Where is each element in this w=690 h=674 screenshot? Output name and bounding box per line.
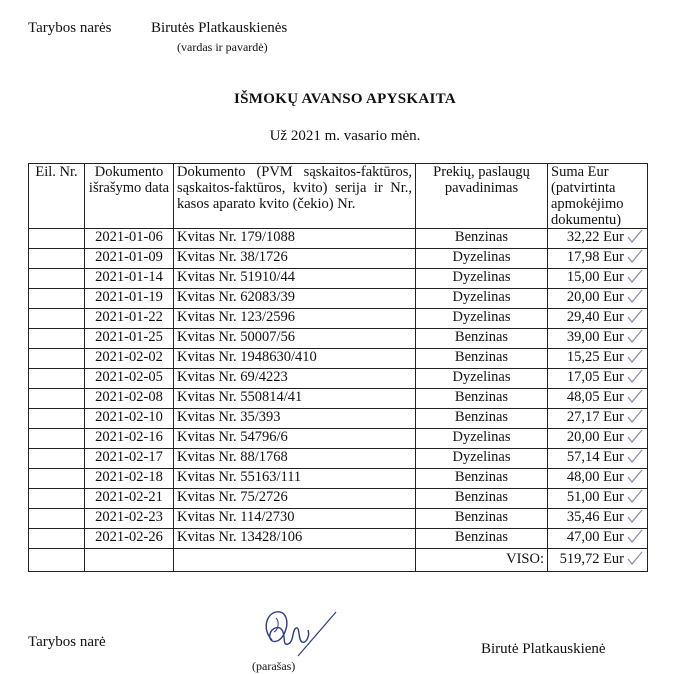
check-icon — [626, 489, 644, 503]
row-date: 2021-02-08 — [85, 389, 174, 409]
check-icon — [626, 551, 644, 565]
row-nr — [29, 369, 85, 389]
check-icon — [626, 329, 644, 343]
row-item: Dyzelinas — [416, 449, 548, 469]
row-item: Benzinas — [416, 389, 548, 409]
check-icon — [626, 369, 644, 383]
row-amount: 20,00 Eur — [566, 289, 624, 305]
table-header-row — [29, 164, 648, 229]
row-document: Kvitas Nr. 51910/44 — [174, 269, 416, 289]
row-document: Kvitas Nr. 88/1768 — [174, 449, 416, 469]
row-amount: 27,17 Eur — [566, 409, 624, 425]
row-nr — [29, 389, 85, 409]
row-item: Dyzelinas — [416, 369, 548, 389]
row-item: Dyzelinas — [416, 269, 548, 289]
row-amount-cell — [548, 469, 648, 489]
row-amount: 17,98 Eur — [566, 249, 624, 265]
check-icon — [626, 389, 644, 403]
row-amount-cell — [548, 349, 648, 369]
row-document: Kvitas Nr. 123/2596 — [174, 309, 416, 329]
footer-role: Tarybos narė — [28, 634, 106, 650]
col-header-document: Dokumento (PVM sąskaitos-faktūros, sąskaitos-faktūros, kvito) serija ir Nr., kasos aparato kvito (čekio) Nr. — [174, 164, 416, 229]
row-nr — [29, 529, 85, 549]
footer-name: Birutė Platkauskienė — [481, 641, 606, 657]
row-amount: 57,14 Eur — [566, 449, 624, 465]
row-nr — [29, 309, 85, 329]
row-document: Kvitas Nr. 54796/6 — [174, 429, 416, 449]
table-row — [29, 289, 648, 309]
check-icon — [626, 269, 644, 283]
row-amount-cell — [548, 529, 648, 549]
row-item: Benzinas — [416, 489, 548, 509]
row-date: 2021-02-23 — [85, 509, 174, 529]
row-document: Kvitas Nr. 13428/106 — [174, 529, 416, 549]
check-icon — [626, 509, 644, 523]
row-date: 2021-02-16 — [85, 429, 174, 449]
row-date: 2021-01-19 — [85, 289, 174, 309]
check-icon — [626, 349, 644, 363]
row-amount: 32,22 Eur — [566, 229, 624, 245]
row-nr — [29, 289, 85, 309]
row-date: 2021-02-05 — [85, 369, 174, 389]
row-amount: 35,46 Eur — [566, 509, 624, 525]
table-row — [29, 489, 648, 509]
row-nr — [29, 329, 85, 349]
row-amount-cell — [548, 389, 648, 409]
table-row — [29, 329, 648, 349]
row-amount: 29,40 Eur — [566, 309, 624, 325]
table-row — [29, 269, 648, 289]
row-item: Dyzelinas — [416, 429, 548, 449]
row-nr — [29, 509, 85, 529]
row-nr — [29, 409, 85, 429]
table-row — [29, 249, 648, 269]
row-document: Kvitas Nr. 35/393 — [174, 409, 416, 429]
row-amount: 39,00 Eur — [566, 329, 624, 345]
row-item: Benzinas — [416, 509, 548, 529]
row-amount: 20,00 Eur — [566, 429, 624, 445]
col-header-nr: Eil. Nr. — [29, 164, 85, 229]
table-row — [29, 429, 648, 449]
header-role: Tarybos narės — [28, 20, 112, 36]
check-icon — [626, 229, 644, 243]
document-title: IŠMOKŲ AVANSO APYSKAITA — [234, 91, 456, 107]
total-empty-cell — [29, 549, 85, 572]
table-row — [29, 529, 648, 549]
row-document: Kvitas Nr. 1948630/410 — [174, 349, 416, 369]
row-document: Kvitas Nr. 69/4223 — [174, 369, 416, 389]
check-icon — [626, 409, 644, 423]
total-empty-cell — [174, 549, 416, 572]
row-amount: 15,00 Eur — [566, 269, 624, 285]
row-document: Kvitas Nr. 62083/39 — [174, 289, 416, 309]
row-document: Kvitas Nr. 50007/56 — [174, 329, 416, 349]
row-item: Benzinas — [416, 409, 548, 429]
row-amount-cell — [548, 369, 648, 389]
row-amount-cell — [548, 229, 648, 249]
row-amount-cell — [548, 289, 648, 309]
check-icon — [626, 529, 644, 543]
row-date: 2021-01-22 — [85, 309, 174, 329]
col-header-amount: Suma Eur (patvirtinta apmokėjimo dokumentu) — [548, 164, 648, 229]
table-row — [29, 449, 648, 469]
table-row — [29, 469, 648, 489]
signature-icon — [252, 600, 342, 666]
row-nr — [29, 469, 85, 489]
table-row — [29, 349, 648, 369]
row-document: Kvitas Nr. 75/2726 — [174, 489, 416, 509]
check-icon — [626, 289, 644, 303]
row-amount: 48,05 Eur — [566, 389, 624, 405]
row-item: Benzinas — [416, 469, 548, 489]
row-document: Kvitas Nr. 179/1088 — [174, 229, 416, 249]
row-document: Kvitas Nr. 550814/41 — [174, 389, 416, 409]
row-date: 2021-01-06 — [85, 229, 174, 249]
row-date: 2021-02-17 — [85, 449, 174, 469]
row-document: Kvitas Nr. 114/2730 — [174, 509, 416, 529]
row-amount-cell — [548, 429, 648, 449]
row-item: Dyzelinas — [416, 249, 548, 269]
col-header-date: Dokumento išrašymo data — [85, 164, 174, 229]
row-date: 2021-01-14 — [85, 269, 174, 289]
row-amount: 48,00 Eur — [566, 469, 624, 485]
row-date: 2021-02-02 — [85, 349, 174, 369]
row-amount: 15,25 Eur — [566, 349, 624, 365]
row-item: Dyzelinas — [416, 309, 548, 329]
row-item: Benzinas — [416, 529, 548, 549]
check-icon — [626, 309, 644, 323]
check-icon — [626, 249, 644, 263]
header-name-note: (vardas ir pavardė) — [177, 40, 268, 54]
document-subtitle: Už 2021 m. vasario mėn. — [269, 128, 421, 144]
row-amount: 47,00 Eur — [566, 529, 624, 545]
row-nr — [29, 269, 85, 289]
report-table — [28, 163, 648, 572]
total-amount-cell — [548, 549, 648, 572]
row-amount-cell — [548, 409, 648, 429]
row-item: Benzinas — [416, 329, 548, 349]
check-icon — [626, 449, 644, 463]
table-row — [29, 409, 648, 429]
row-document: Kvitas Nr. 38/1726 — [174, 249, 416, 269]
footer-signature-note: (parašas) — [252, 659, 296, 673]
table-row — [29, 309, 648, 329]
total-amount: 519,72 Eur — [559, 551, 624, 567]
total-row — [29, 549, 648, 572]
row-nr — [29, 349, 85, 369]
row-item: Benzinas — [416, 229, 548, 249]
check-icon — [626, 469, 644, 483]
row-item: Benzinas — [416, 349, 548, 369]
total-label: VISO: — [416, 549, 548, 572]
col-header-item: Prekių, paslaugų pavadinimas — [416, 164, 548, 229]
row-nr — [29, 229, 85, 249]
row-nr — [29, 489, 85, 509]
row-amount: 51,00 Eur — [566, 489, 624, 505]
row-amount-cell — [548, 489, 648, 509]
row-item: Dyzelinas — [416, 289, 548, 309]
row-date: 2021-02-18 — [85, 469, 174, 489]
row-amount-cell — [548, 329, 648, 349]
row-date: 2021-01-09 — [85, 249, 174, 269]
row-document: Kvitas Nr. 55163/111 — [174, 469, 416, 489]
row-amount-cell — [548, 269, 648, 289]
total-empty-cell — [85, 549, 174, 572]
row-nr — [29, 429, 85, 449]
row-amount-cell — [548, 509, 648, 529]
row-date: 2021-01-25 — [85, 329, 174, 349]
row-amount: 17,05 Eur — [566, 369, 624, 385]
check-icon — [626, 429, 644, 443]
table-row — [29, 229, 648, 249]
row-amount-cell — [548, 449, 648, 469]
header-name: Birutės Platkauskienės — [151, 20, 288, 36]
table-row — [29, 389, 648, 409]
row-date: 2021-02-26 — [85, 529, 174, 549]
row-date: 2021-02-21 — [85, 489, 174, 509]
row-amount-cell — [548, 309, 648, 329]
row-nr — [29, 449, 85, 469]
table-row — [29, 509, 648, 529]
row-amount-cell — [548, 249, 648, 269]
row-date: 2021-02-10 — [85, 409, 174, 429]
table-row — [29, 369, 648, 389]
row-nr — [29, 249, 85, 269]
